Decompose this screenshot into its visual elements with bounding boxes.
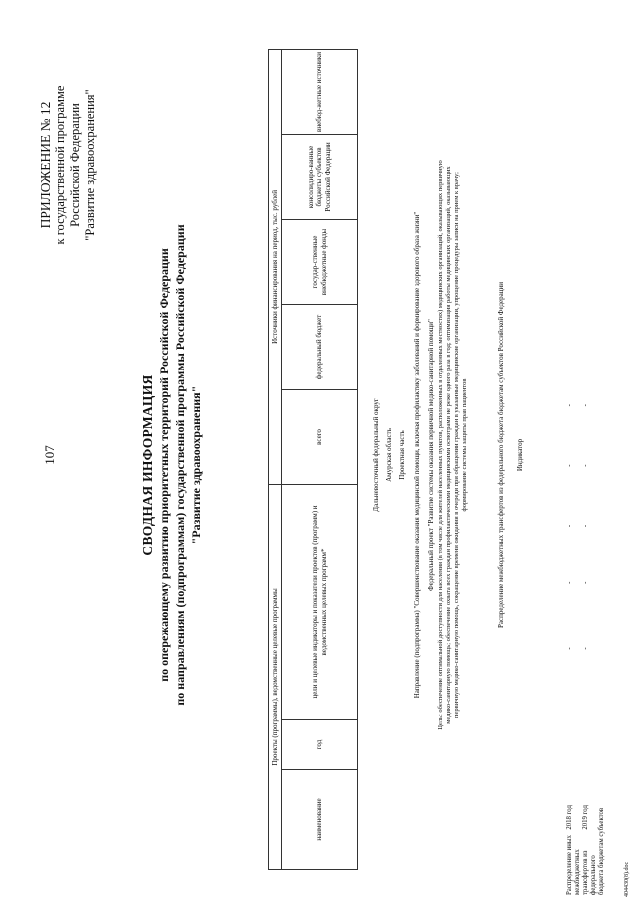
title-line-2: по направлениям (подпрограммам) государственной программы Российской Федерации [173,224,187,706]
financing-table [268,50,358,870]
header-extrabudget-funds: государ-ственные внебюджетные фонды [282,219,358,304]
row-label-line-1: Распределение иных межбюджетных [566,835,581,895]
header-projects-group: Проекты (программы), ведомственные целевые программы [269,484,282,869]
row-total: - [582,647,589,650]
title-line-3: "Развитие здравоохранения" [189,385,203,545]
row-federal: - [582,581,589,584]
row-federal: - [566,581,573,584]
row-label-line-2: трансфертов из федерального [582,850,597,895]
header-other-sources: внебюд-жетные источники [282,49,358,134]
row-year: 2019 год [582,805,589,830]
document-title [140,205,204,725]
row-other: - [566,404,573,407]
transfer-rows [566,375,606,895]
region-heading: Амурская область [385,428,393,482]
district-heading: Дальневосточный федеральный округ [372,398,380,512]
goal-line-3: первичную медико-санитарную помощь, сокращение времени ожидания в очереди при обращении граждан в указанные медицинские организации, упрощение процедуры записи на прием к врачу; [453,172,460,718]
row-extrabudget: - [582,524,589,528]
header-regional-budgets: консолидиро-ванные бюджеты субъектов Российской Федерации [282,134,358,219]
table-row [582,375,598,895]
appendix-block [38,25,98,305]
row-total: - [566,647,573,650]
row-other: - [582,404,589,407]
direction-heading: Направление (подпрограмма) "Совершенствование оказания медицинской помощи, включая профилактику заболеваний и формирование здорового образа жизни" [413,211,421,699]
table-row [598,375,606,895]
project-part-heading: Проектная часть [398,430,406,480]
indicator-heading: Индикатор [516,438,524,472]
transfer-heading: Распределение межбюджетных трансфертов из федерального бюджета бюджетам субъектов Российской Федерации [497,282,505,628]
header-name: наименование [282,770,358,870]
page-number: 107 [42,445,57,465]
header-financing-group: Источники финансирования на период, тыс. рублей [269,49,282,484]
table-row [566,375,582,895]
header-year: год [282,720,358,770]
goal-text [437,15,469,875]
title-line-1: по опережающему развитию приоритетных территорий Российской Федерации [157,248,171,682]
header-goals: цели и целевые индикаторы и показатели проектов (программ) и ведомственных целевых программ* [282,484,358,719]
row-regional: - [582,464,589,467]
document-code: 404430(8).doc [624,861,630,897]
row-regional: - [566,464,573,467]
row-year: 2018 год [566,805,573,830]
appendix-line-1: ПРИЛОЖЕНИЕ № 12 [38,101,53,229]
header-total: всего [282,389,358,484]
appendix-line-2: к государственной программе [53,85,67,245]
goal-line-4: формирование системы защиты прав пациентов [461,378,468,512]
goal-line-1: Цель: обеспечение оптимальной доступности для населения (в том числе для жителей населенных пунктов, расположенных в отдаленных местностях) медицинских организаций, оказывающих первичную [437,160,444,730]
appendix-line-4: "Развитие здравоохранения" [83,89,97,241]
row-extrabudget: - [566,524,573,528]
federal-project-heading: Федеральный проект "Развитие системы оказания первичной медико-санитарной помощи" [427,319,435,591]
title-heading: СВОДНАЯ ИНФОРМАЦИЯ [140,374,155,556]
row-label-line-3: бюджета бюджетам субъектов [598,807,605,895]
goal-line-2: медико-санитарную помощь; обеспечение охвата всех граждан профилактическими медицинскими осмотрами не реже одного раза в год; оптимизация работы медицинских организаций, оказывающих [445,166,452,724]
appendix-line-3: Российской Федерации [68,103,82,227]
header-federal: федеральный бюджет [282,304,358,389]
